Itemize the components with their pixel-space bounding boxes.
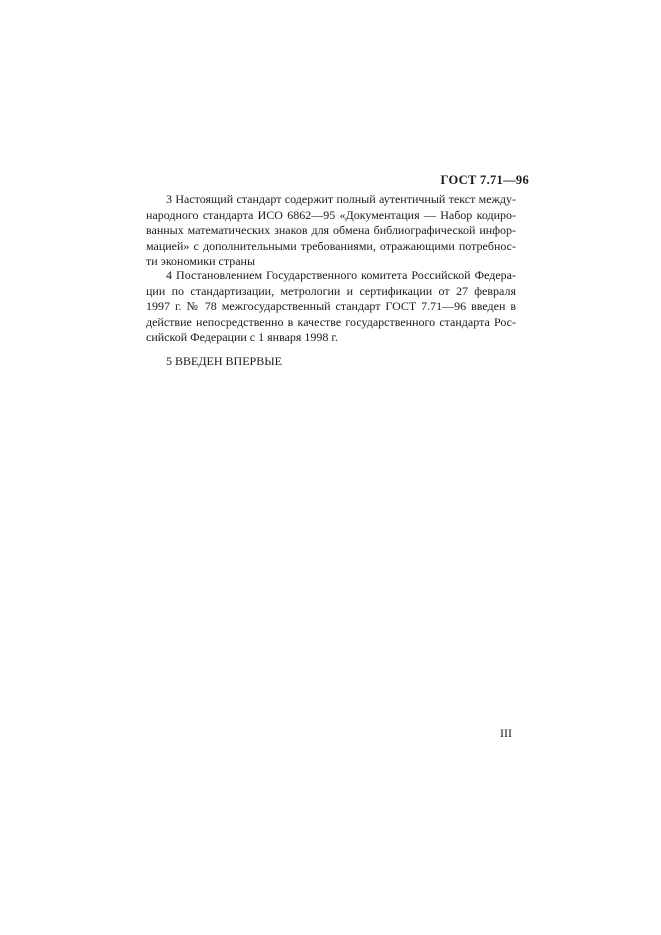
standard-code-header: ГОСТ 7.71—96: [440, 173, 529, 187]
paragraph-4-line: ции по стандартизации, метрологии и сертификации от 27 февраля: [146, 283, 516, 298]
paragraph-3-line: ванных математических знаков для обмена библиографической инфор-: [146, 223, 516, 238]
page-number: III: [500, 726, 512, 740]
paragraph-4: [146, 268, 516, 346]
paragraph-3-line: народного стандарта ИСО 6862—95 «Документация — Набор кодиро-: [146, 207, 516, 222]
paragraph-3: [146, 192, 516, 270]
paragraph-4-line: 4 Постановлением Государственного комитета Российской Федера-: [166, 268, 516, 282]
paragraph-3-line: ти экономики страны: [146, 254, 256, 269]
paragraph-3-line: мацией» с дополнительными требованиями, отражающими потребнос-: [146, 238, 516, 253]
paragraph-5-line: 5 ВВЕДЕН ВПЕРВЫЕ: [166, 354, 282, 368]
paragraph-4-line: действие непосредственно в качестве государственного стандарта Рос-: [146, 314, 516, 329]
paragraph-3-line: 3 Настоящий стандарт содержит полный аутентичный текст между-: [166, 192, 516, 206]
paragraph-4-line: сийской Федерации с 1 января 1998 г.: [146, 330, 338, 345]
paragraph-5: [146, 354, 516, 370]
paragraph-4-line: 1997 г. № 78 межгосударственный стандарт ГОСТ 7.71—96 введен в: [146, 299, 516, 314]
